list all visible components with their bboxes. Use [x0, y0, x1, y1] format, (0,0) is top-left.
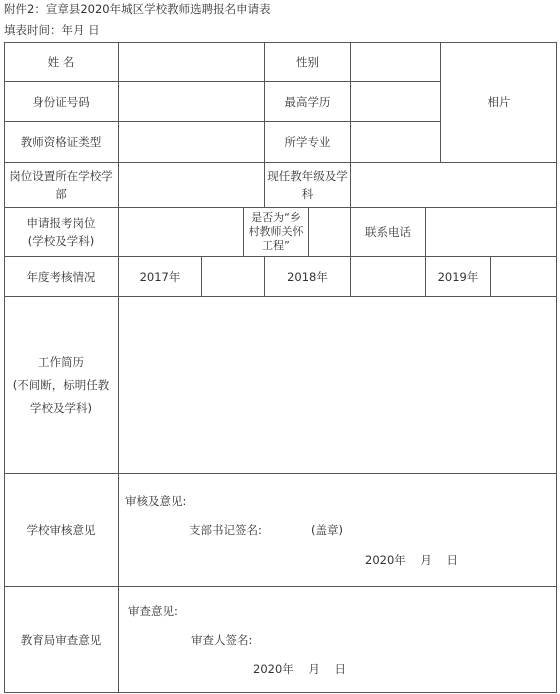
form-title: 附件2：宣章县2020年城区学校教师选聘报名申请表 — [4, 2, 271, 16]
secretary-sign-label: 支部书记签名: — [189, 523, 262, 537]
rural-program-label-line3: 工程” — [262, 239, 290, 252]
id-number-field[interactable] — [119, 82, 264, 122]
resume-label-line2: (不间断，标明任教 — [12, 377, 110, 392]
bureau-review-date: 2020年 月 日 — [253, 662, 347, 676]
year-2018-label: 2018年 — [287, 269, 328, 284]
school-review-date: 2020年 月 日 — [365, 553, 459, 567]
position-school-label-line1: 岗位设置所在学校学 — [9, 169, 113, 183]
position-school-label — [4, 163, 118, 207]
apply-position-field[interactable] — [119, 208, 243, 256]
gender-label: 性别 — [296, 55, 319, 69]
certificate-type-field[interactable] — [119, 122, 264, 162]
education-field[interactable] — [351, 82, 440, 122]
apply-position-label-line2: (学校及学科) — [27, 234, 95, 248]
resume-label — [4, 297, 118, 473]
current-grade-label-line2: 科 — [301, 187, 314, 201]
current-grade-label-line1: 现任教年级及学 — [267, 169, 348, 183]
assessment-label: 年度考核情况 — [26, 269, 96, 284]
name-label: 姓 名 — [47, 55, 75, 69]
bureau-review-field[interactable] — [119, 587, 557, 693]
reviewer-sign-label: 审查人签名: — [191, 633, 253, 647]
resume-field[interactable] — [119, 297, 557, 473]
photo-cell[interactable] — [441, 42, 557, 162]
current-grade-label — [265, 163, 350, 207]
year-2019-field[interactable] — [491, 257, 557, 296]
phone-field[interactable] — [426, 208, 557, 256]
rural-program-field[interactable] — [309, 208, 350, 256]
school-review-field[interactable] — [119, 474, 557, 586]
resume-label-line1: 工作简历 — [38, 354, 84, 369]
year-2018-field[interactable] — [351, 257, 425, 296]
year-2017-field[interactable] — [202, 257, 264, 296]
school-review-label: 学校审核意见 — [26, 523, 96, 537]
education-label: 最高学历 — [284, 95, 331, 109]
rural-program-label — [244, 208, 308, 256]
rural-program-label-line1: 是否为“乡 — [251, 211, 301, 224]
year-2019-label: 2019年 — [437, 269, 479, 284]
position-school-label-line2: 部 — [55, 187, 67, 201]
bureau-review-label: 教育局审查意见 — [20, 633, 102, 647]
name-field[interactable] — [119, 42, 264, 82]
bureau-opinion-label: 审查意见: — [128, 604, 178, 618]
position-school-field[interactable] — [119, 163, 264, 207]
phone-label: 联系电话 — [365, 225, 411, 239]
seal-label: (盖章) — [311, 523, 343, 537]
gender-field[interactable] — [351, 42, 440, 82]
rural-program-label-line2: 村教师关怀 — [248, 225, 304, 238]
year-2017-label: 2017年 — [139, 269, 181, 284]
school-opinion-label: 审核及意见: — [125, 494, 187, 508]
resume-label-line3: 学校及学科) — [30, 400, 92, 415]
apply-position-label-line1: 申请报考岗位 — [26, 216, 96, 230]
certificate-type-label: 教师资格证类型 — [20, 135, 102, 149]
major-label: 所学专业 — [284, 135, 331, 149]
major-field[interactable] — [351, 122, 440, 162]
fill-date: 填表时间：年月 日 — [4, 23, 100, 37]
current-grade-field[interactable] — [351, 163, 557, 207]
photo-label: 相片 — [487, 95, 511, 109]
id-number-label: 身份证号码 — [32, 95, 90, 109]
apply-position-label — [4, 208, 118, 256]
